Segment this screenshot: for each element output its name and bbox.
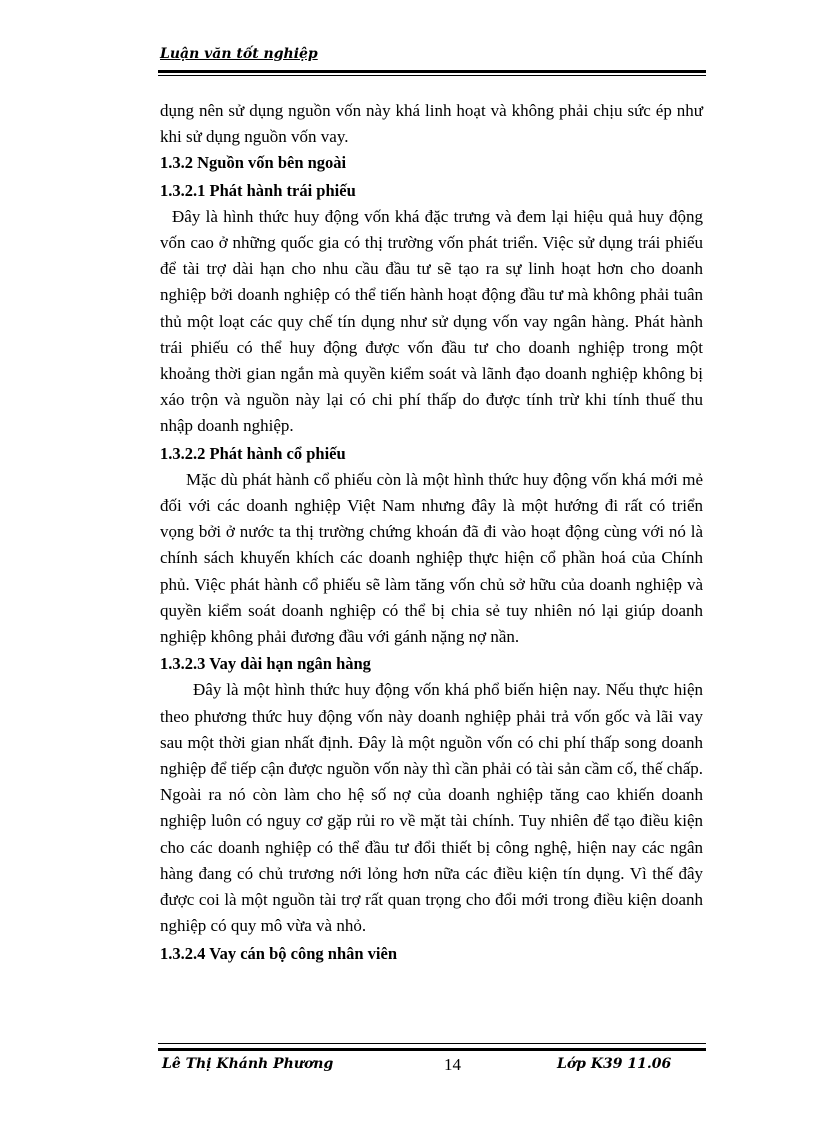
footer-class-label: Lớp K39 11.06 (557, 1056, 672, 1072)
section-heading-1-3-2-4: 1.3.2.4 Vay cán bộ công nhân viên (160, 943, 398, 963)
section-heading-1-3-2-2: 1.3.2.2 Phát hành cổ phiếu (160, 443, 346, 463)
paragraph-shares: Mặc dù phát hành cổ phiếu còn là một hình thức huy động vốn khá mới mẻ đối với các doanh nghiệp Việt Nam nhưng đây là một hướng đi rất có triển vọng bởi ở nước ta thị trường chứng khoán đã đi vào hoạt động cùng với nó là chính sách khuyến khích các doanh nghiệp thực hiện cổ phần hoá của Chính phủ. Việc phát hành cổ phiếu sẽ làm tăng vốn chủ sở hữu của doanh nghiệp và quyền kiểm soát doanh nghiệp có thể bị chia sẻ tuy nhiên nó lại giúp doanh nghiệp không phải đương đầu với gánh nặng nợ nần. (160, 469, 703, 647)
section-heading-1-3-2-1: 1.3.2.1 Phát hành trái phiếu (160, 180, 356, 200)
intro-paragraph: dụng nên sử dụng nguồn vốn này khá linh hoạt và không phải chịu sức ép như khi sử dụng nguồn vốn vay. (160, 101, 703, 147)
running-header-title: Luận văn tốt nghiệp (160, 46, 318, 62)
footer-author: Lê Thị Khánh Phương (162, 1056, 334, 1072)
footer-rule-thin (158, 1043, 706, 1044)
paragraph-bank-loans: Đây là một hình thức huy động vốn khá phổ biến hiện nay. Nếu thực hiện theo phương thức huy động vốn này doanh nghiệp phải trả vốn gốc và lãi vay sau một thời gian nhất định. Đây là một nguồn vốn có chi phí thấp song doanh nghiệp để tiếp cận được nguồn vốn này thì cần phải có tài sản cầm cố, thế chấp. Ngoài ra nó còn làm cho hệ số nợ của doanh nghiệp tăng cao khiến doanh nghiệp luôn có nguy cơ gặp rủi ro về mặt tài chính. Tuy nhiên để tạo điều kiện cho các doanh nghiệp có thể đầu tư đổi thiết bị công nghệ, hiện nay các ngân hàng đang có chủ trương nới lỏng hơn nữa các điều kiện tín dụng. Vì thế đây được coi là một nguồn tài trợ rất quan trọng cho đổi mới trong điều kiện doanh nghiệp có quy mô vừa và nhỏ. (160, 680, 703, 936)
footer-rule (158, 1048, 706, 1051)
body-content (160, 98, 703, 967)
header-rule (158, 70, 706, 73)
page-number: 14 (444, 1055, 461, 1074)
section-heading-1-3-2: 1.3.2 Nguồn vốn bên ngoài (160, 153, 347, 173)
paragraph-bonds: Đây là hình thức huy động vốn khá đặc trưng và đem lại hiệu quả huy động vốn cao ở những quốc gia có thị trường vốn phát triển. Việc sử dụng trái phiếu để tài trợ dài hạn cho nhu cầu đầu tư sẽ tạo ra sự linh hoạt hơn cho doanh nghiệp bởi doanh nghiệp có thể tiến hành hoạt động đầu tư mà không phải tuân thủ một loạt các quy chế tín dụng như sử dụng vốn vay ngân hàng. Phát hành trái phiếu có thể huy động được vốn đầu tư cho doanh nghiệp trong một khoảng thời gian ngắn mà quyền kiểm soát và lãnh đạo doanh nghiệp không bị xáo trộn và nguồn này lại có chi phí thấp do được tính trừ khi tính thuế thu nhập doanh nghiệp. (160, 206, 703, 436)
section-heading-1-3-2-3: 1.3.2.3 Vay dài hạn ngân hàng (160, 654, 371, 674)
header-rule-thin (158, 75, 706, 76)
